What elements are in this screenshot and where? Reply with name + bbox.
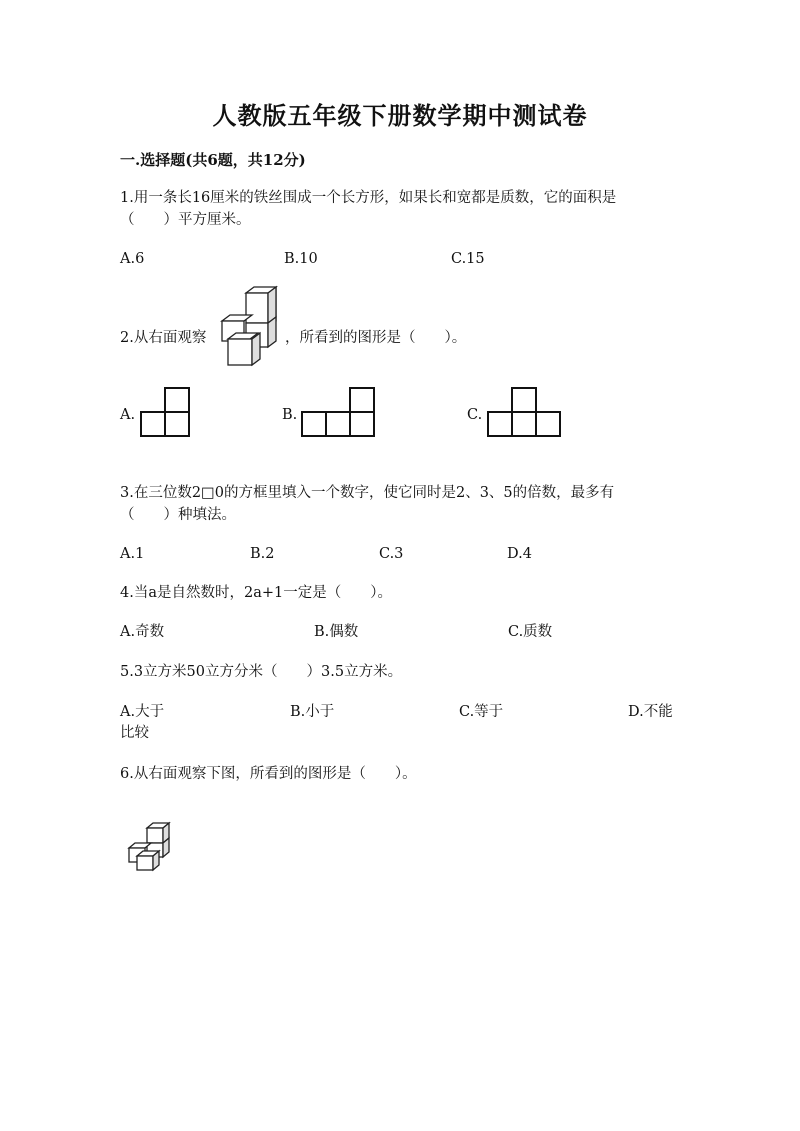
- q1-option-c: C.15: [451, 251, 485, 267]
- q5-stem: 5.3立方米50立方分米（ ）3.5立方米。: [120, 664, 403, 680]
- q3-stem-line2: （ ）种填法。: [120, 507, 236, 523]
- q4-option-b: B.偶数: [314, 624, 359, 640]
- q3-stem-line1: 3.在三位数2□0的方框里填入一个数字，使它同时是2、3、5的倍数，最多有: [120, 485, 615, 501]
- section-heading: 一.选择题(共6题，共12分): [120, 151, 306, 169]
- q2-cube-figure: [216, 287, 278, 367]
- q5-option-b: B.小于: [290, 704, 335, 720]
- q6-stem: 6.从右面观察下图，所看到的图形是（ ）。: [120, 766, 417, 782]
- q5-option-d-wrap: 比较: [120, 725, 149, 741]
- q4-option-a: A.奇数: [120, 624, 165, 640]
- q1-stem-line2: （ ）平方厘米。: [120, 212, 251, 228]
- q1-option-a: A.6: [120, 251, 145, 267]
- page-title: 人教版五年级下册数学期中测试卷: [212, 101, 588, 130]
- q5-option-d: D.不能: [628, 704, 673, 720]
- q6-cube-figure: [127, 822, 171, 872]
- q3-option-d: D.4: [507, 546, 532, 562]
- q1-option-b: B.10: [284, 251, 318, 267]
- q2-stem-before: 2.从右面观察: [120, 330, 207, 346]
- q3-option-b: B.2: [250, 546, 275, 562]
- q2-option-c: C.: [467, 407, 483, 423]
- q4-option-c: C.质数: [508, 624, 553, 640]
- q3-option-c: C.3: [379, 546, 404, 562]
- q2-option-b: B.: [282, 407, 298, 423]
- q3-option-a: A.1: [120, 546, 145, 562]
- q2-option-c-figure: [487, 387, 563, 439]
- q2-option-a-figure: [140, 387, 192, 439]
- q2-option-a: A.: [120, 407, 136, 423]
- q5-option-a: A.大于: [120, 704, 165, 720]
- q4-stem: 4.当a是自然数时，2a+1一定是（ ）。: [120, 585, 392, 601]
- q5-option-c: C.等于: [459, 704, 504, 720]
- q1-stem-line1: 1.用一条长16厘米的铁丝围成一个长方形，如果长和宽都是质数，它的面积是: [120, 190, 617, 206]
- q2-option-b-figure: [301, 387, 377, 439]
- q2-stem-after: ，所看到的图形是（ ）。: [285, 330, 467, 346]
